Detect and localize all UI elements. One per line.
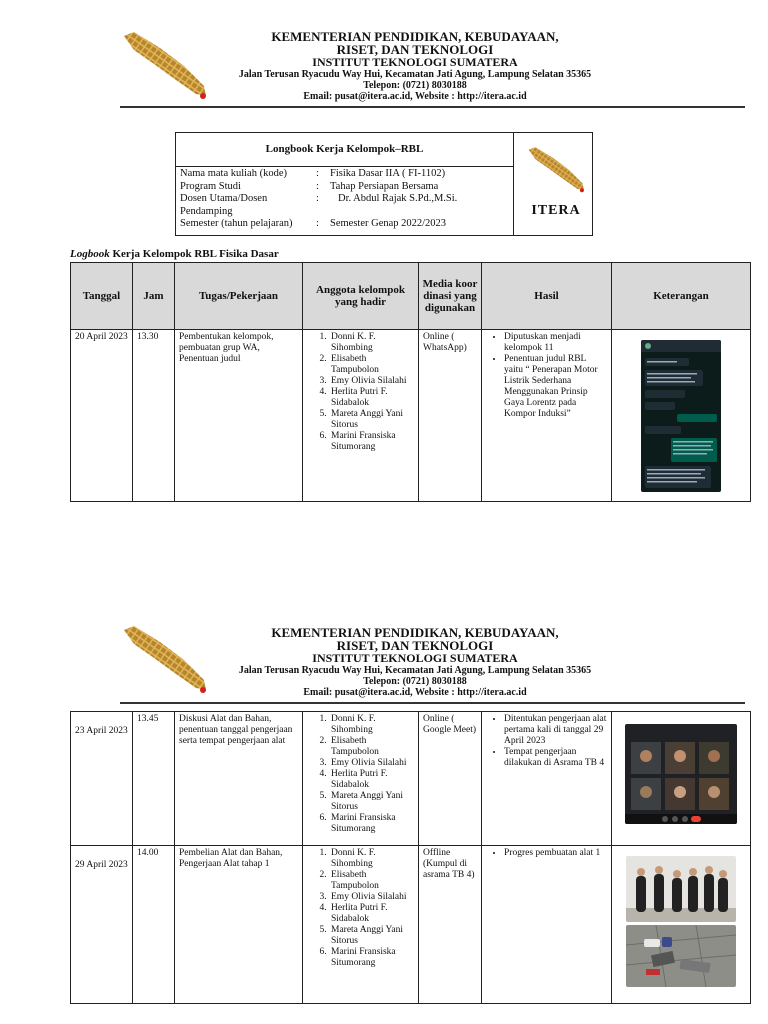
- cell-date: 20 April 2023: [71, 330, 133, 502]
- cell-members: [303, 330, 419, 502]
- cell-results: [482, 712, 612, 846]
- materials-photo: [626, 925, 736, 987]
- ministry-name-line1: KEMENTERIAN PENDIDIKAN, KEBUDAYAAN,: [271, 29, 559, 44]
- group-photo: [626, 856, 736, 922]
- member-item: 4. Herlita Putri F. Sidabalok: [329, 903, 414, 925]
- itera-logo-icon: [120, 624, 212, 696]
- letterhead-divider: [120, 106, 745, 108]
- member-item: 6. Marini Fransiska Situmorang: [329, 947, 414, 969]
- institute-email: Email: pusat@itera.ac.id, Website : http://itera.ac.id: [303, 687, 527, 698]
- cell-notes: [612, 712, 751, 846]
- institute-name: INSTITUT TEKNOLOGI SUMATERA: [312, 651, 518, 665]
- result-item: • Progres pembuatan alat 1: [504, 848, 607, 859]
- cell-time: 13.45: [133, 712, 175, 846]
- logbook-table-2: [70, 711, 751, 1004]
- institute-address: Jalan Terusan Ryacudu Way Hui, Kecamatan Jati Agung, Lampung Selatan 35365: [238, 69, 592, 80]
- header-hasil: Hasil: [482, 263, 612, 330]
- member-item: 3. Emy Olivia Silalahi: [329, 758, 414, 769]
- header-media: Media koordinasi yang digunakan: [419, 263, 482, 330]
- cell-results: [482, 846, 612, 1004]
- member-item: 1. Donni K. F. Sihombing: [329, 332, 414, 354]
- cell-notes: [612, 330, 751, 502]
- cell-task: Diskusi Alat dan Bahan, penentuan tanggal pengerjaan serta tempat pengerjaan alat: [175, 712, 303, 846]
- cell-date: 29 April 2023: [71, 846, 133, 1004]
- whatsapp-chat-screenshot: [641, 340, 721, 492]
- cell-time: 14.00: [133, 846, 175, 1004]
- header-anggota: Anggota kelompok yang hadir: [303, 263, 419, 330]
- header-keterangan: Keterangan: [612, 263, 751, 330]
- header-tanggal: Tanggal: [71, 263, 133, 330]
- result-item: • Penentuan judul RBL yaitu “ Penerapan Motor Listrik Sederhana Menggunakan Prinsip Gaya Lorentz pada Kompor Induksi”: [504, 354, 607, 420]
- cell-media: Online ( WhatsApp): [419, 330, 482, 502]
- cell-task: Pembelian Alat dan Bahan, Pengerjaan Alat tahap 1: [175, 846, 303, 1004]
- info-row: Nama mata kuliah (kode) : Fisika Dasar IIA ( FI-1102): [180, 168, 446, 179]
- member-item: 6. Marini Fransiska Situmorang: [329, 813, 414, 835]
- header-tugas: Tugas/Pekerjaan: [175, 263, 303, 330]
- cell-results: [482, 330, 612, 502]
- cell-media: Online ( Google Meet): [419, 712, 482, 846]
- result-item: • Ditentukan pengerjaan alat pertama kali di tanggal 29 April 2023: [504, 714, 607, 747]
- longbook-heading: Longbook Kerja Kelompok–RBL: [265, 143, 424, 155]
- member-item: 3. Emy Olivia Silalahi: [329, 376, 414, 387]
- cell-task: Pembentukan kelompok, pembuatan grup WA, Penentuan judul: [175, 330, 303, 502]
- member-item: 2. Elisabeth Tampubolon: [329, 736, 414, 758]
- header-jam: Jam: [133, 263, 175, 330]
- member-item: 5. Mareta Anggi Yani Sitorus: [329, 791, 414, 813]
- table-row: [71, 712, 751, 846]
- institute-name: INSTITUT TEKNOLOGI SUMATERA: [312, 55, 518, 69]
- institute-address: Jalan Terusan Ryacudu Way Hui, Kecamatan Jati Agung, Lampung Selatan 35365: [238, 665, 592, 676]
- cell-members: [303, 846, 419, 1004]
- institute-email: Email: pusat@itera.ac.id, Website : http://itera.ac.id: [303, 91, 527, 102]
- course-info-box: [175, 132, 593, 236]
- info-row: Dosen Utama/Dosen Pendamping : Dr. Abdul Rajak S.Pd.,M.Si.: [180, 193, 458, 217]
- result-item: • Diputuskan menjadi kelompok 11: [504, 332, 607, 354]
- info-row: Semester (tahun pelajaran) : Semester Genap 2022/2023: [180, 218, 447, 229]
- ministry-name-line2: RISET, DAN TEKNOLOGI: [336, 638, 494, 653]
- info-row: Program Studi : Tahap Persiapan Bersama: [180, 180, 439, 192]
- member-item: 5. Mareta Anggi Yani Sitorus: [329, 925, 414, 947]
- cell-notes: [612, 846, 751, 1004]
- ministry-name-line2: RISET, DAN TEKNOLOGI: [336, 42, 494, 57]
- letterhead-divider: [120, 702, 745, 704]
- table-row: [71, 330, 751, 502]
- member-item: 5. Mareta Anggi Yani Sitorus: [329, 409, 414, 431]
- course-info-rows: [180, 168, 457, 231]
- member-item: 1. Donni K. F. Sihombing: [329, 714, 414, 736]
- member-item: 3. Emy Olivia Silalahi: [329, 892, 414, 903]
- itera-wordmark: ITERA: [531, 203, 581, 218]
- member-item: 2. Elisabeth Tampubolon: [329, 354, 414, 376]
- ministry-name-line1: KEMENTERIAN PENDIDIKAN, KEBUDAYAAN,: [271, 625, 559, 640]
- logbook-title: Logbook Kerja Kelompok RBL Fisika Dasar: [70, 248, 279, 260]
- google-meet-screenshot: [625, 724, 737, 824]
- itera-logo-icon: [120, 30, 212, 102]
- cell-media: Offline (Kumpul di asrama TB 4): [419, 846, 482, 1004]
- member-item: 1. Donni K. F. Sihombing: [329, 848, 414, 870]
- cell-members: [303, 712, 419, 846]
- table-header-row: [71, 263, 751, 330]
- institute-phone: Telepon: (0721) 8030188: [363, 80, 467, 91]
- table-row: [71, 846, 751, 1004]
- cell-time: 13.30: [133, 330, 175, 502]
- member-item: 4. Herlita Putri F. Sidabalok: [329, 387, 414, 409]
- member-item: 4. Herlita Putri F. Sidabalok: [329, 769, 414, 791]
- itera-logo-small-icon: [526, 141, 588, 199]
- institute-phone: Telepon: (0721) 8030188: [363, 676, 467, 687]
- member-item: 6. Marini Fransiska Situmorang: [329, 431, 414, 453]
- member-item: 2. Elisabeth Tampubolon: [329, 870, 414, 892]
- logbook-table-1: [70, 262, 751, 502]
- cell-date: 23 April 2023: [71, 712, 133, 846]
- result-item: • Tempat pengerjaan dilakukan di Asrama TB 4: [504, 747, 607, 769]
